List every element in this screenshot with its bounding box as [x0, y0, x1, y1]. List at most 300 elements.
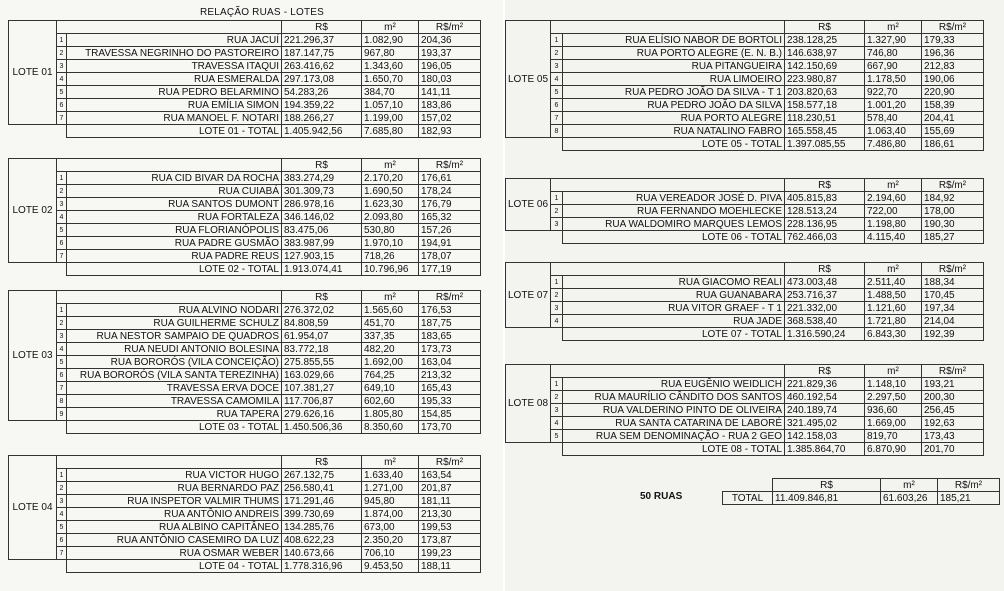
- header-row: [506, 179, 984, 192]
- street-name: RUA GIACOMO REALI: [563, 276, 785, 289]
- street-price: 276.372,02: [282, 304, 362, 317]
- street-number: 4: [551, 417, 563, 430]
- street-number: 3: [551, 60, 563, 73]
- street-price-per-m2: 199,23: [419, 547, 481, 560]
- street-name: RUA JADE: [563, 315, 785, 328]
- street-number: 7: [57, 547, 67, 560]
- header-price: R$: [785, 179, 865, 192]
- street-price: 228.136,95: [785, 218, 865, 231]
- total-price-per-m2: 185,27: [922, 231, 984, 244]
- street-price: 61.954,07: [282, 330, 362, 343]
- street-price: 238.128,25: [785, 34, 865, 47]
- street-row: [9, 237, 481, 250]
- street-row: [506, 218, 984, 231]
- street-number: 5: [57, 356, 67, 369]
- total-blank-cell: [9, 263, 67, 276]
- street-row: [9, 469, 481, 482]
- summary-header-area: m²: [881, 479, 938, 492]
- header-area: m²: [362, 456, 419, 469]
- street-price: 321.495,02: [785, 417, 865, 430]
- street-number: 2: [551, 391, 563, 404]
- street-price: 383.274,29: [282, 172, 362, 185]
- street-price: 221.829,36: [785, 378, 865, 391]
- street-price: 158.577,18: [785, 99, 865, 112]
- street-name: RUA BORORÓS (VILA SANTA TEREZINHA): [67, 369, 282, 382]
- street-number: 2: [551, 205, 563, 218]
- lot-name: LOTE 04: [9, 456, 57, 560]
- header-price: R$: [282, 456, 362, 469]
- street-row: [9, 356, 481, 369]
- street-price: 146.638,97: [785, 47, 865, 60]
- street-price-per-m2: 212,83: [922, 60, 984, 73]
- street-name: RUA FLORIANÓPOLIS: [67, 224, 282, 237]
- street-area: 1.198,80: [865, 218, 922, 231]
- street-price-per-m2: 178,24: [419, 185, 481, 198]
- street-number: 7: [551, 112, 563, 125]
- street-row: [9, 86, 481, 99]
- lot-name: LOTE 08: [506, 365, 551, 443]
- street-area: 1.565,60: [362, 304, 419, 317]
- total-area: 9.453,50: [362, 560, 419, 573]
- header-price: R$: [282, 21, 362, 34]
- street-area: 649,10: [362, 382, 419, 395]
- street-price-per-m2: 204,36: [419, 34, 481, 47]
- street-price: 83.772,18: [282, 343, 362, 356]
- total-label: LOTE 01 - TOTAL: [67, 125, 282, 138]
- header-blank-cell: [551, 179, 785, 192]
- street-area: 1.970,10: [362, 237, 419, 250]
- total-area: 6.843,30: [865, 328, 922, 341]
- street-number: 3: [57, 198, 67, 211]
- lot-name: LOTE 03: [9, 291, 57, 421]
- street-number: 5: [57, 521, 67, 534]
- street-area: 2.170,20: [362, 172, 419, 185]
- total-row: [506, 138, 984, 151]
- street-price: 171.291,46: [282, 495, 362, 508]
- street-price-per-m2: 173,87: [419, 534, 481, 547]
- street-row: [506, 430, 984, 443]
- street-area: 1.327,90: [865, 34, 922, 47]
- street-row: [9, 395, 481, 408]
- street-area: 602,60: [362, 395, 419, 408]
- street-row: [506, 417, 984, 430]
- street-name: TRAVESSA NEGRINHO DO PASTOREIRO: [67, 47, 282, 60]
- street-number: 8: [57, 395, 67, 408]
- summary-total-price: 11.409.846,81: [773, 492, 881, 505]
- street-price: 301.309,73: [282, 185, 362, 198]
- street-number: 1: [551, 276, 563, 289]
- street-number: 3: [551, 302, 563, 315]
- street-price-per-m2: 197,34: [922, 302, 984, 315]
- street-area: 384,70: [362, 86, 419, 99]
- header-per-m2: R$/m²: [922, 263, 984, 276]
- street-name: RUA PEDRO JOÃO DA SILVA: [563, 99, 785, 112]
- street-area: 2.297,50: [865, 391, 922, 404]
- header-per-m2: R$/m²: [419, 456, 481, 469]
- lot-table: [505, 262, 984, 341]
- street-price: 275.855,55: [282, 356, 362, 369]
- street-row: [506, 276, 984, 289]
- header-price: R$: [282, 159, 362, 172]
- street-number: 4: [551, 73, 563, 86]
- total-label: LOTE 08 - TOTAL: [563, 443, 785, 456]
- lot-table: [505, 20, 984, 151]
- street-price-per-m2: 173,73: [419, 343, 481, 356]
- street-area: 967,80: [362, 47, 419, 60]
- street-price: 107.381,27: [282, 382, 362, 395]
- street-area: 1.082,90: [362, 34, 419, 47]
- summary-header-per-m2: R$/m²: [938, 479, 1000, 492]
- total-blank-cell: [9, 125, 67, 138]
- street-name: RUA CUIABÁ: [67, 185, 282, 198]
- street-area: 1.690,50: [362, 185, 419, 198]
- street-price: 188.266,27: [282, 112, 362, 125]
- street-row: [506, 99, 984, 112]
- street-name: RUA NEUDI ANTONIO BOLESINA: [67, 343, 282, 356]
- street-number: 2: [551, 289, 563, 302]
- street-price: 83.475,06: [282, 224, 362, 237]
- street-price: 473.003,48: [785, 276, 865, 289]
- street-row: [9, 482, 481, 495]
- summary-header-price: R$: [773, 479, 881, 492]
- header-per-m2: R$/m²: [922, 179, 984, 192]
- total-price-per-m2: 177,19: [419, 263, 481, 276]
- total-price-per-m2: 201,70: [922, 443, 984, 456]
- street-area: 2.350,20: [362, 534, 419, 547]
- street-number: 3: [57, 330, 67, 343]
- street-area: 764,25: [362, 369, 419, 382]
- total-area: 6.870,90: [865, 443, 922, 456]
- street-name: RUA GUANABARA: [563, 289, 785, 302]
- street-row: [506, 125, 984, 138]
- street-area: 819,70: [865, 430, 922, 443]
- street-price: 165.558,45: [785, 125, 865, 138]
- total-row: [9, 125, 481, 138]
- street-price-per-m2: 173,43: [922, 430, 984, 443]
- street-number: 2: [57, 482, 67, 495]
- street-row: [9, 369, 481, 382]
- street-row: [9, 304, 481, 317]
- street-name: RUA SANTOS DUMONT: [67, 198, 282, 211]
- street-number: 1: [57, 34, 67, 47]
- header-per-m2: R$/m²: [922, 365, 984, 378]
- total-price-per-m2: 173,70: [419, 421, 481, 434]
- street-area: 1.271,00: [362, 482, 419, 495]
- total-price: 1.316.590,24: [785, 328, 865, 341]
- street-area: 1.199,00: [362, 112, 419, 125]
- street-price-per-m2: 176,61: [419, 172, 481, 185]
- total-label: LOTE 04 - TOTAL: [67, 560, 282, 573]
- street-area: 936,60: [865, 404, 922, 417]
- header-area: m²: [865, 263, 922, 276]
- total-price: 1.450.506,36: [282, 421, 362, 434]
- summary-table: [722, 478, 1000, 505]
- street-number: 1: [551, 378, 563, 391]
- street-row: [506, 289, 984, 302]
- street-number: 2: [57, 47, 67, 60]
- street-area: 1.692,00: [362, 356, 419, 369]
- street-name: RUA INSPETOR VALMIR THUMS: [67, 495, 282, 508]
- street-price: 253.716,37: [785, 289, 865, 302]
- total-row: [9, 560, 481, 573]
- street-price-per-m2: 163,04: [419, 356, 481, 369]
- street-row: [9, 112, 481, 125]
- street-row: [9, 343, 481, 356]
- street-row: [506, 34, 984, 47]
- street-number: 5: [57, 224, 67, 237]
- total-price: 1.405.942,56: [282, 125, 362, 138]
- street-price: 383.987,99: [282, 237, 362, 250]
- lot-name: LOTE 06: [506, 179, 551, 231]
- total-price: 1.913.074,41: [282, 263, 362, 276]
- document-title: RELAÇÃO RUAS - LOTES: [200, 7, 325, 18]
- street-area: 1.063,40: [865, 125, 922, 138]
- total-row: [506, 231, 984, 244]
- street-row: [9, 99, 481, 112]
- header-price: R$: [785, 263, 865, 276]
- total-blank-cell: [506, 328, 563, 341]
- street-number: 3: [551, 404, 563, 417]
- street-price-per-m2: 181,11: [419, 495, 481, 508]
- header-row: [506, 263, 984, 276]
- street-name: RUA EMÍLIA SIMON: [67, 99, 282, 112]
- street-price-per-m2: 165,43: [419, 382, 481, 395]
- street-number: 8: [551, 125, 563, 138]
- lot-table: [8, 290, 481, 434]
- street-row: [506, 302, 984, 315]
- total-price: 1.397.085,55: [785, 138, 865, 151]
- street-row: [9, 521, 481, 534]
- street-number: 4: [57, 343, 67, 356]
- street-name: RUA VICTOR HUGO: [67, 469, 282, 482]
- header-blank-cell: [551, 365, 785, 378]
- street-price: 221.332,00: [785, 302, 865, 315]
- street-row: [506, 112, 984, 125]
- street-number: 7: [57, 112, 67, 125]
- street-name: RUA JACUÍ: [67, 34, 282, 47]
- header-per-m2: R$/m²: [419, 291, 481, 304]
- street-price: 279.626,16: [282, 408, 362, 421]
- street-price: 460.192,54: [785, 391, 865, 404]
- street-price-per-m2: 190,06: [922, 73, 984, 86]
- street-number: 3: [551, 218, 563, 231]
- street-number: 2: [57, 185, 67, 198]
- street-price-per-m2: 196,05: [419, 60, 481, 73]
- street-number: 5: [57, 86, 67, 99]
- street-price: 128.513,24: [785, 205, 865, 218]
- street-name: RUA CID BIVAR DA ROCHA: [67, 172, 282, 185]
- street-price: 142.150,69: [785, 60, 865, 73]
- street-price: 240.189,74: [785, 404, 865, 417]
- street-area: 673,00: [362, 521, 419, 534]
- street-area: 1.488,50: [865, 289, 922, 302]
- street-price-per-m2: 214,04: [922, 315, 984, 328]
- street-area: 1.805,80: [362, 408, 419, 421]
- street-row: [9, 547, 481, 560]
- total-price: 1.385.864,70: [785, 443, 865, 456]
- total-label: LOTE 05 - TOTAL: [563, 138, 785, 151]
- summary-total-per-m2: 185,21: [938, 492, 1000, 505]
- header-per-m2: R$/m²: [419, 159, 481, 172]
- street-area: 1.001,20: [865, 99, 922, 112]
- header-price: R$: [785, 365, 865, 378]
- street-number: 5: [551, 86, 563, 99]
- total-row: [506, 443, 984, 456]
- header-area: m²: [865, 365, 922, 378]
- street-price: 405.815,83: [785, 192, 865, 205]
- total-blank-cell: [506, 138, 563, 151]
- street-price-per-m2: 158,39: [922, 99, 984, 112]
- total-label: LOTE 03 - TOTAL: [67, 421, 282, 434]
- street-price-per-m2: 195,33: [419, 395, 481, 408]
- street-number: 2: [57, 317, 67, 330]
- street-price: 368.538,40: [785, 315, 865, 328]
- total-blank-cell: [9, 421, 67, 434]
- street-price: 194.359,22: [282, 99, 362, 112]
- street-name: RUA ESMERALDA: [67, 73, 282, 86]
- street-price-per-m2: 178,00: [922, 205, 984, 218]
- street-row: [9, 508, 481, 521]
- street-price: 256.580,41: [282, 482, 362, 495]
- street-price: 117.706,87: [282, 395, 362, 408]
- street-number: 4: [551, 315, 563, 328]
- street-number: 1: [57, 172, 67, 185]
- street-row: [506, 86, 984, 99]
- street-area: 482,20: [362, 343, 419, 356]
- total-price-per-m2: 186,61: [922, 138, 984, 151]
- street-row: [9, 495, 481, 508]
- lot-table: [8, 455, 481, 573]
- street-name: RUA ANTÔNIO ANDREIS: [67, 508, 282, 521]
- header-row: [506, 365, 984, 378]
- total-label: LOTE 07 - TOTAL: [563, 328, 785, 341]
- summary-count-label: 50 RUAS: [640, 491, 683, 502]
- street-price-per-m2: 201,87: [419, 482, 481, 495]
- street-price: 263.416,62: [282, 60, 362, 73]
- street-row: [506, 205, 984, 218]
- summary-total-label: TOTAL: [723, 492, 773, 505]
- street-name: RUA PADRE GUSMÃO: [67, 237, 282, 250]
- street-name: RUA TAPERA: [67, 408, 282, 421]
- street-area: 2.194,60: [865, 192, 922, 205]
- street-name: RUA GUILHERME SCHULZ: [67, 317, 282, 330]
- street-number: 2: [551, 47, 563, 60]
- street-price: 54.283,26: [282, 86, 362, 99]
- lot-table: [8, 158, 481, 276]
- street-price: 140.673,66: [282, 547, 362, 560]
- street-price-per-m2: 196,36: [922, 47, 984, 60]
- header-blank-cell: [57, 159, 282, 172]
- street-price-per-m2: 180,03: [419, 73, 481, 86]
- street-name: RUA PEDRO BELARMINO: [67, 86, 282, 99]
- street-area: 722,00: [865, 205, 922, 218]
- street-price: 346.146,02: [282, 211, 362, 224]
- lot-name: LOTE 07: [506, 263, 551, 328]
- header-row: [506, 21, 984, 34]
- street-number: 9: [57, 408, 67, 421]
- street-row: [9, 250, 481, 263]
- street-price-per-m2: 176,53: [419, 304, 481, 317]
- street-area: 451,70: [362, 317, 419, 330]
- street-price: 267.132,75: [282, 469, 362, 482]
- street-number: 4: [57, 73, 67, 86]
- street-name: RUA VALDERINO PINTO DE OLIVEIRA: [563, 404, 785, 417]
- total-price: 1.778.316,96: [282, 560, 362, 573]
- total-price: 762.466,03: [785, 231, 865, 244]
- street-area: 746,80: [865, 47, 922, 60]
- total-label: LOTE 06 - TOTAL: [563, 231, 785, 244]
- street-row: [506, 60, 984, 73]
- street-area: 1.057,10: [362, 99, 419, 112]
- header-per-m2: R$/m²: [922, 21, 984, 34]
- street-price: 163.029,66: [282, 369, 362, 382]
- total-row: [9, 263, 481, 276]
- street-price-per-m2: 200,30: [922, 391, 984, 404]
- street-row: [9, 198, 481, 211]
- street-row: [506, 192, 984, 205]
- street-area: 922,70: [865, 86, 922, 99]
- street-price-per-m2: 157,26: [419, 224, 481, 237]
- header-area: m²: [865, 179, 922, 192]
- summary-total-area: 61.603,26: [881, 492, 938, 505]
- street-name: RUA BORORÓS (VILA CONCEIÇÃO): [67, 356, 282, 369]
- street-price: 142.158,03: [785, 430, 865, 443]
- street-price-per-m2: 157,02: [419, 112, 481, 125]
- street-price-per-m2: 176,79: [419, 198, 481, 211]
- street-area: 1.874,00: [362, 508, 419, 521]
- street-area: 945,80: [362, 495, 419, 508]
- street-area: 1.121,60: [865, 302, 922, 315]
- street-row: [9, 534, 481, 547]
- street-price-per-m2: 170,45: [922, 289, 984, 302]
- street-price-per-m2: 184,92: [922, 192, 984, 205]
- street-name: RUA VEREADOR JOSÉ D. PIVA: [563, 192, 785, 205]
- street-price-per-m2: 163,54: [419, 469, 481, 482]
- street-price-per-m2: 190,30: [922, 218, 984, 231]
- total-area: 7.685,80: [362, 125, 419, 138]
- street-row: [9, 60, 481, 73]
- street-name: RUA PADRE REUS: [67, 250, 282, 263]
- total-price-per-m2: 182,93: [419, 125, 481, 138]
- total-price-per-m2: 188,11: [419, 560, 481, 573]
- lot-table: [8, 20, 481, 138]
- street-price-per-m2: 193,37: [419, 47, 481, 60]
- total-label: LOTE 02 - TOTAL: [67, 263, 282, 276]
- street-number: 3: [57, 60, 67, 73]
- street-name: RUA FERNANDO MOEHLECKE: [563, 205, 785, 218]
- street-price: 286.978,16: [282, 198, 362, 211]
- street-price-per-m2: 204,41: [922, 112, 984, 125]
- street-name: RUA FORTALEZA: [67, 211, 282, 224]
- street-name: RUA ALVINO NODARI: [67, 304, 282, 317]
- street-price-per-m2: 256,45: [922, 404, 984, 417]
- street-row: [506, 404, 984, 417]
- street-number: 3: [57, 495, 67, 508]
- total-row: [506, 328, 984, 341]
- street-price-per-m2: 220,90: [922, 86, 984, 99]
- street-row: [9, 317, 481, 330]
- street-area: 667,90: [865, 60, 922, 73]
- street-number: 5: [551, 430, 563, 443]
- street-row: [9, 211, 481, 224]
- header-blank-cell: [551, 263, 785, 276]
- street-name: TRAVESSA ITAQUI: [67, 60, 282, 73]
- street-price: 408.622,23: [282, 534, 362, 547]
- street-row: [9, 185, 481, 198]
- street-price-per-m2: 192,63: [922, 417, 984, 430]
- header-blank-cell: [57, 291, 282, 304]
- street-number: 1: [551, 34, 563, 47]
